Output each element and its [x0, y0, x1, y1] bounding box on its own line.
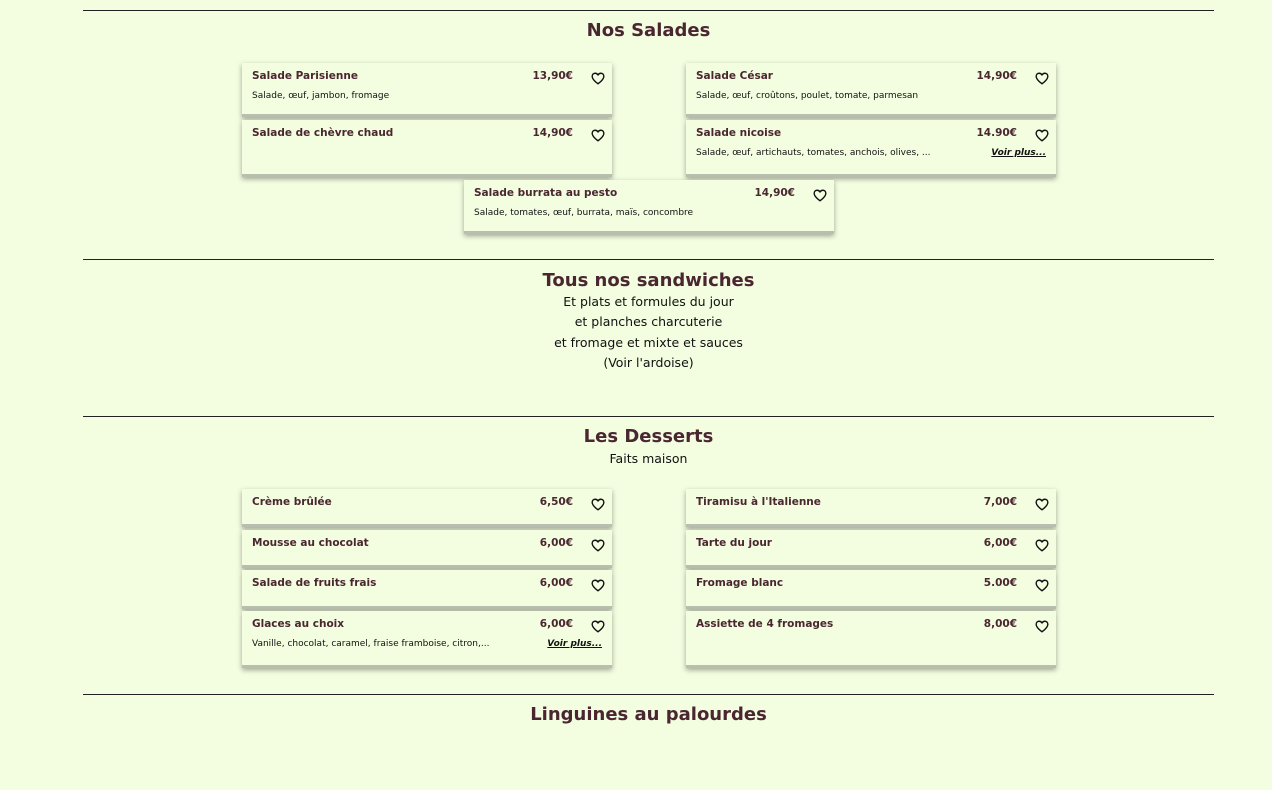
section-title-sandwiches: Tous nos sandwiches [542, 270, 755, 291]
section-divider [83, 694, 1214, 695]
heart-outline-icon[interactable] [591, 129, 605, 142]
section-subtitle-line: (Voir l'ardoise) [603, 355, 694, 370]
item-name: Assiette de 4 fromages [696, 618, 834, 630]
menu-item-card[interactable] [242, 570, 612, 609]
section-subtitle-line: Et plats et formules du jour [563, 294, 734, 309]
heart-outline-icon[interactable] [1035, 129, 1049, 142]
section-divider [83, 259, 1214, 260]
menu-item-card[interactable] [242, 530, 612, 568]
item-description: Salade, tomates, œuf, burrata, maïs, concombre [474, 208, 694, 218]
menu-item-card[interactable] [686, 611, 1056, 668]
menu-item-card[interactable] [242, 489, 612, 527]
item-price: 7,00€ [983, 496, 1017, 508]
item-description: Salade, œuf, jambon, fromage [252, 91, 390, 101]
item-price: 14,90€ [532, 127, 573, 139]
item-name: Crème brûlée [252, 496, 332, 508]
item-price: 8,00€ [983, 618, 1017, 630]
item-name: Glaces au choix [252, 618, 345, 630]
menu-item-card[interactable] [686, 120, 1056, 177]
section-title-linguines: Linguines au palourdes [530, 704, 767, 725]
menu-item-card[interactable] [242, 120, 612, 177]
heart-outline-icon[interactable] [591, 498, 605, 511]
item-price: 6,50€ [539, 496, 573, 508]
item-name: Fromage blanc [696, 577, 784, 589]
item-name: Salade nicoise [696, 127, 782, 139]
section-subtitle-line: et fromage et mixte et sauces [554, 335, 743, 350]
item-price: 13,90€ [532, 70, 573, 82]
heart-outline-icon[interactable] [591, 72, 605, 85]
item-name: Mousse au chocolat [252, 537, 369, 549]
section-subtitle: Faits maison [609, 451, 688, 466]
section-title-desserts: Les Desserts [583, 426, 714, 447]
item-name: Salade de fruits frais [252, 577, 377, 589]
item-name: Salade de chèvre chaud [252, 127, 394, 139]
item-price: 6,00€ [539, 577, 573, 589]
heart-outline-icon[interactable] [591, 539, 605, 552]
item-name: Salade burrata au pesto [474, 187, 618, 199]
section-divider [83, 10, 1214, 11]
item-name: Tiramisu à l'Italienne [696, 496, 821, 508]
see-more-link[interactable]: Voir plus... [547, 639, 602, 649]
item-description: Salade, œuf, artichauts, tomates, anchois, olives, ... [696, 148, 931, 158]
section-subtitle-line: et planches charcuterie [574, 314, 723, 329]
heart-outline-icon[interactable] [591, 620, 605, 633]
heart-outline-icon[interactable] [1035, 620, 1049, 633]
menu-item-card[interactable] [686, 63, 1056, 117]
heart-outline-icon[interactable] [1035, 72, 1049, 85]
item-price: 6,00€ [539, 618, 573, 630]
heart-outline-icon[interactable] [591, 579, 605, 592]
item-price: 6,00€ [539, 537, 573, 549]
menu-item-card[interactable] [686, 530, 1056, 568]
heart-outline-icon[interactable] [813, 189, 827, 202]
section-divider [83, 416, 1214, 417]
heart-outline-icon[interactable] [1035, 498, 1049, 511]
section-title-salades: Nos Salades [586, 20, 711, 41]
item-description: Salade, œuf, croûtons, poulet, tomate, parmesan [696, 91, 919, 101]
menu-item-card[interactable] [242, 63, 612, 117]
item-price: 5.00€ [983, 577, 1017, 589]
heart-outline-icon[interactable] [1035, 539, 1049, 552]
item-price: 14,90€ [754, 187, 795, 199]
menu-item-card[interactable] [464, 180, 834, 234]
item-description: Vanille, chocolat, caramel, fraise framboise, citron,... [252, 639, 490, 649]
item-price: 14,90€ [976, 70, 1017, 82]
item-price: 14.90€ [976, 127, 1017, 139]
see-more-link[interactable]: Voir plus... [991, 148, 1046, 158]
menu-item-card[interactable] [686, 570, 1056, 609]
heart-outline-icon[interactable] [1035, 579, 1049, 592]
item-name: Tarte du jour [696, 537, 772, 549]
item-name: Salade César [696, 70, 773, 82]
menu-item-card[interactable] [242, 611, 612, 668]
item-price: 6,00€ [983, 537, 1017, 549]
item-name: Salade Parisienne [252, 70, 358, 82]
menu-item-card[interactable] [686, 489, 1056, 527]
